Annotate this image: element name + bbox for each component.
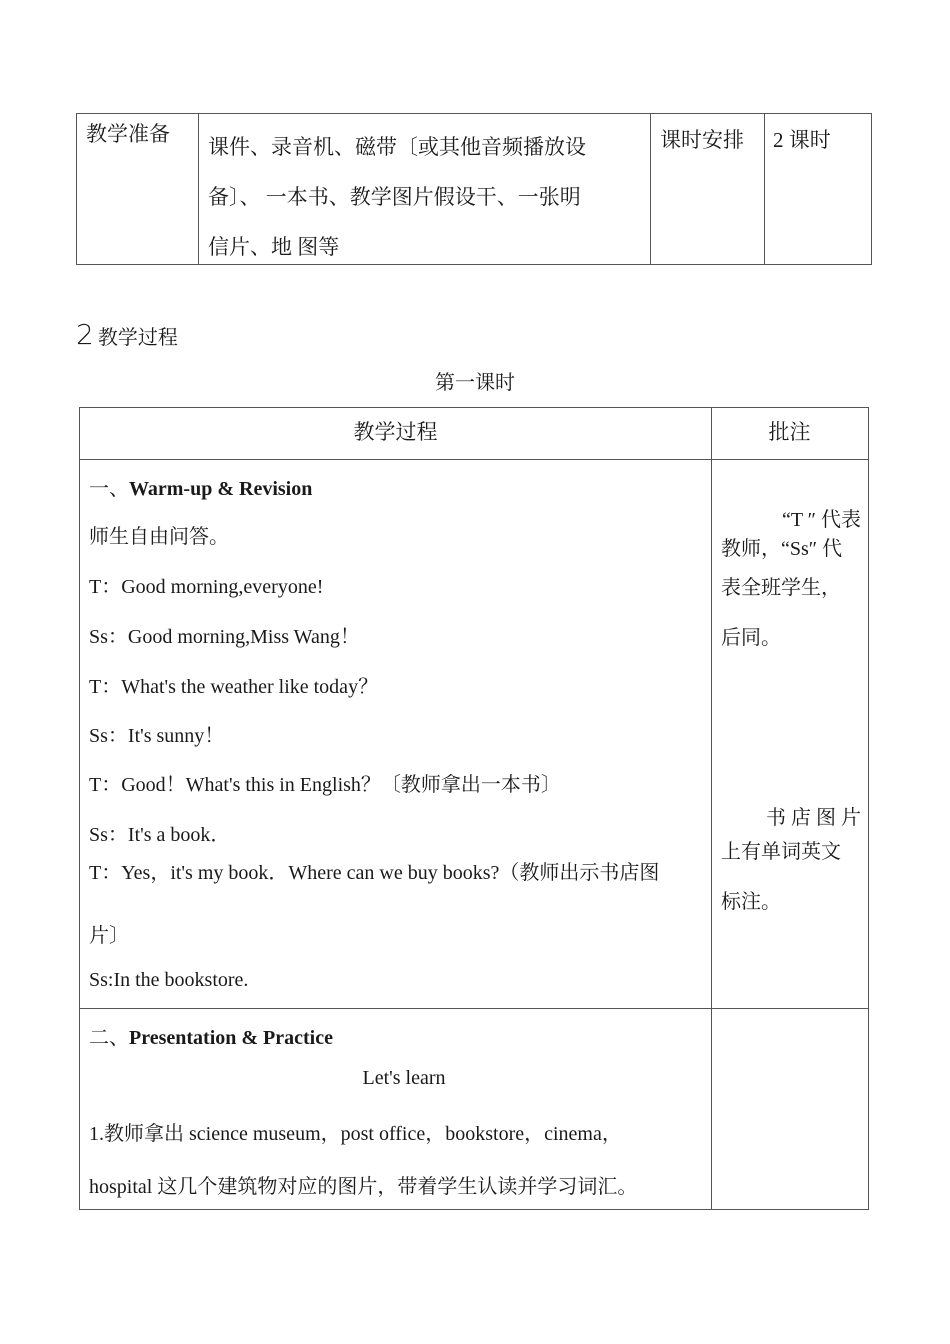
prep-label: 教学准备 (86, 122, 170, 146)
dialogue-line: Ss:In the bookstore. (89, 969, 249, 991)
note-teacher-students (721, 508, 861, 651)
section-number: 2 (76, 318, 94, 351)
materials-line: 备〕、 一本书、教学图片假设干、一张明 (208, 185, 581, 209)
dialogue-line: T：Good！What's this in English？〔教师拿出一本书〕 (89, 774, 561, 796)
schedule-value: 2 课时 (773, 128, 831, 152)
note-bookstore-picture (721, 806, 861, 915)
part1-title: Warm-up & Revision (129, 478, 313, 500)
note-line: 教师，“Ss″ 代 (721, 538, 843, 560)
section-heading (76, 318, 178, 351)
dialogue-line: Ss：It's a book． (89, 824, 231, 846)
materials-line: 课件、录音机、磁带〔或其他音频播放设 (208, 135, 586, 159)
prep-table (76, 113, 872, 265)
note-line: 上有单词英文 (721, 841, 841, 863)
divider (764, 114, 765, 264)
row-divider (80, 459, 868, 460)
column-header-process: 教学过程 (353, 420, 438, 444)
divider (650, 114, 651, 264)
divider (198, 114, 199, 264)
lesson-table (79, 407, 869, 1210)
instruction-line: 1.教师拿出 science museum，post office，bookstore，cinema， (89, 1123, 622, 1145)
note-line: 表全班学生， (721, 577, 841, 599)
dialogue-line: T：What's the weather like today？ (89, 676, 379, 698)
instruction-line: hospital 这几个建筑物对应的图片，带着学生认读并学习词汇。 (89, 1176, 638, 1198)
part1-heading (89, 472, 312, 501)
section-title: 教学过程 (97, 325, 178, 349)
note-line: 标注。 (721, 891, 781, 913)
dialogue-line: 师生自由问答。 (89, 526, 229, 548)
dialogue-line: 片〕 (89, 925, 129, 947)
row-divider (80, 1008, 868, 1009)
dialogue-line: Ss：Good morning,Miss Wang！ (89, 626, 360, 648)
schedule-label: 课时安排 (660, 128, 744, 152)
lesson-title: 第一课时 (435, 372, 515, 394)
part2-prefix: 二、 (89, 1027, 129, 1049)
part2-title: Presentation & Practice (129, 1027, 333, 1049)
note-line: “T ″ 代表 (781, 509, 861, 531)
materials-line: 信片、地 图等 (208, 235, 340, 259)
part2-heading (89, 1021, 333, 1050)
column-header-notes: 批注 (768, 420, 811, 444)
note-line: 书 店 图 片 (766, 807, 861, 829)
note-line: 后同。 (721, 627, 781, 649)
dialogue-line: Ss：It's sunny！ (89, 725, 225, 747)
dialogue-line: T：Good morning,everyone! (89, 576, 324, 598)
part2-subtitle: Let's learn (362, 1067, 446, 1089)
part1-prefix: 一、 (89, 478, 129, 500)
dialogue-line: T：Yes，it's my book．Where can we buy books?（教师出示书店图 (89, 862, 660, 884)
prep-materials (208, 122, 586, 272)
